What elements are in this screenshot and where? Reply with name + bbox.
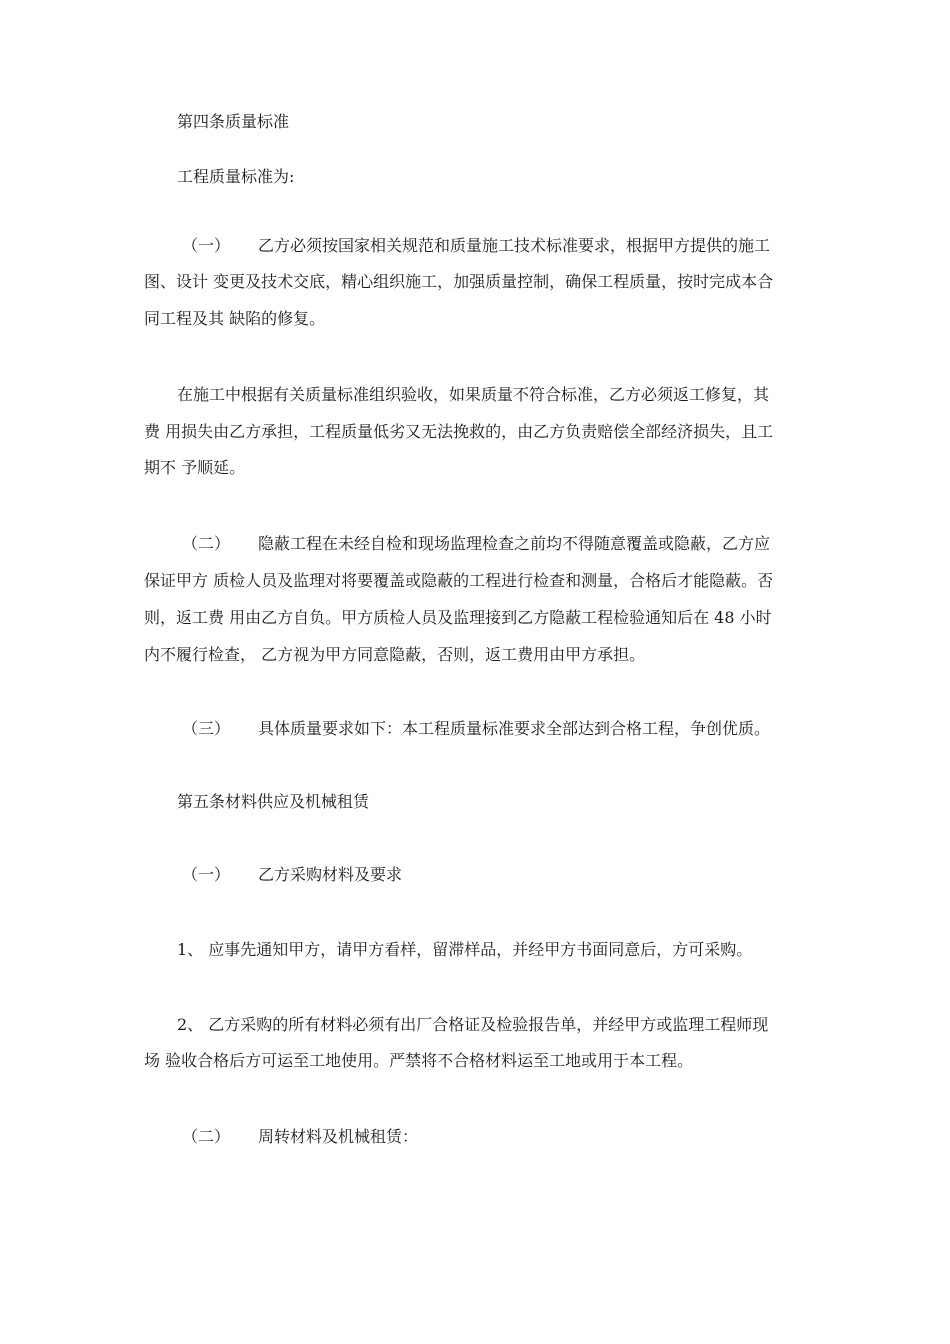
sub-item-1-line-1: 1、 应事先通知甲方，请甲方看样，留滞样品，并经甲方书面同意后，方可采购。 xyxy=(177,940,753,959)
item-2-line-3: 则，返工费 用由乙方自负。甲方质检人员及监理接到乙方隐蔽工程检验通知后在 48 小时 xyxy=(144,608,772,627)
item-5-1-number: （一） xyxy=(182,865,231,884)
item-2-line-2: 保证甲方 质检人员及监理对将要覆盖或隐蔽的工程进行检查和测量，合格后才能隐蔽。否 xyxy=(144,571,774,590)
article-4-intro: 工程质量标准为: xyxy=(177,167,295,186)
item-3-line-1: 具体质量要求如下：本工程质量标准要求全部达到合格工程，争创优质。 xyxy=(258,719,771,738)
sub-item-2-line-2: 场 验收合格后方可运至工地使用。严禁将不合格材料运至工地或用于本工程。 xyxy=(144,1051,694,1070)
acceptance-line-3: 期不 予顺延。 xyxy=(144,458,246,477)
item-2-number: （二） xyxy=(182,534,231,553)
item-3-number: （三） xyxy=(182,719,231,738)
sub-item-2-line-1: 2、 乙方采购的所有材料必须有出厂合格证及检验报告单，并经甲方或监理工程师现 xyxy=(177,1015,769,1034)
article-4-heading: 第四条质量标准 xyxy=(177,112,290,131)
item-1-line-1: 乙方必须按国家相关规范和质量施工技术标准要求，根据甲方提供的施工 xyxy=(258,236,771,255)
article-5-heading: 第五条材料供应及机械租赁 xyxy=(177,792,370,811)
item-5-1-line-1: 乙方采购材料及要求 xyxy=(258,865,403,884)
acceptance-line-2: 费 用损失由乙方承担，工程质量低劣又无法挽救的，由乙方负责赔偿全部经济损失，且工 xyxy=(144,422,774,441)
acceptance-line-1: 在施工中根据有关质量标准组织验收，如果质量不符合标准，乙方必须返工修复，其 xyxy=(177,385,770,404)
item-1-line-3: 同工程及其 缺陷的修复。 xyxy=(144,309,326,328)
item-1-line-2: 图、设计 变更及技术交底，精心组织施工，加强质量控制，确保工程质量，按时完成本合 xyxy=(144,272,774,291)
item-2-line-1: 隐蔽工程在未经自检和现场监理检查之前均不得随意覆盖或隐蔽，乙方应 xyxy=(258,534,771,553)
item-1-number: （一） xyxy=(182,236,231,255)
item-5-2-line-1: 周转材料及机械租赁： xyxy=(258,1127,419,1146)
item-2-line-4: 内不履行检查， 乙方视为甲方同意隐蔽，否则，返工费用由甲方承担。 xyxy=(144,645,646,664)
item-5-2-number: （二） xyxy=(182,1127,231,1146)
